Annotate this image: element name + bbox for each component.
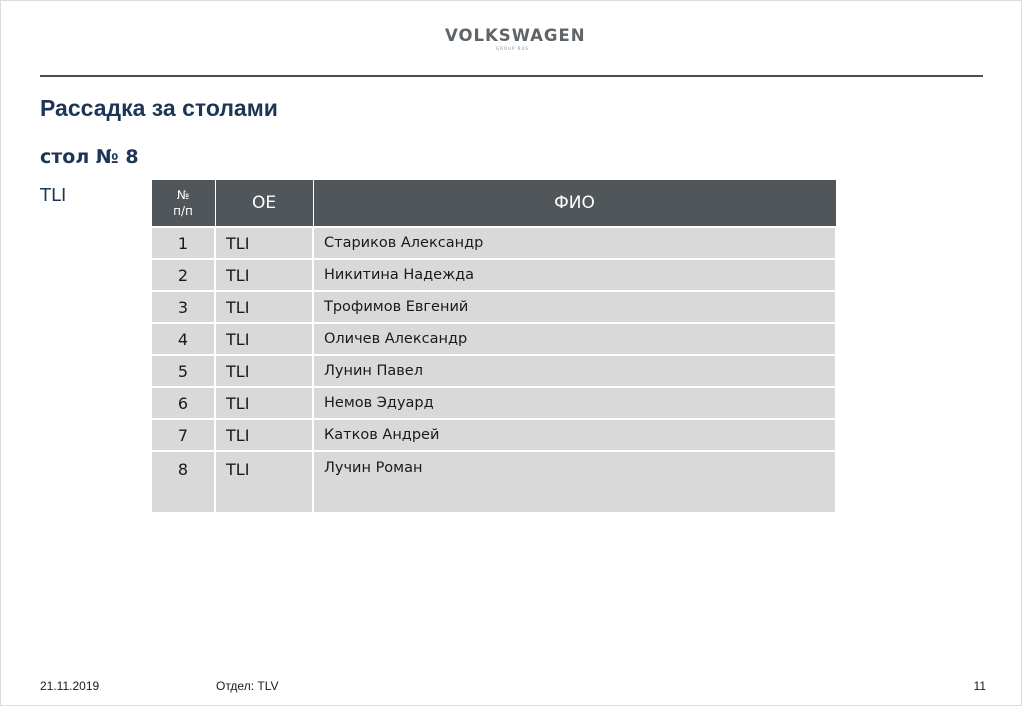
group-label: TLI [40,185,67,206]
row-name: Трофимов Евгений [313,291,836,323]
table-row [151,355,836,387]
row-number: 1 [151,227,215,259]
row-name: Лунин Павел [313,355,836,387]
row-number: 7 [151,419,215,451]
table-title: стол № 8 [40,146,139,168]
header-fio: ФИО [313,180,836,228]
row-oe: TLI [215,291,313,323]
row-number: 5 [151,355,215,387]
table-row [151,323,836,355]
table-row [151,419,836,451]
row-number: 4 [151,323,215,355]
header-number-abbr: п/п [173,204,193,218]
header-oe: OE [215,180,313,228]
row-oe: TLI [215,323,313,355]
page-title: Рассадка за столами [40,95,278,121]
row-oe: TLI [215,419,313,451]
volkswagen-logo [445,26,586,52]
row-number: 3 [151,291,215,323]
row-name: Никитина Надежда [313,259,836,291]
page-number: 11 [973,679,986,693]
row-number: 6 [151,387,215,419]
row-oe: TLI [215,387,313,419]
row-oe: TLI [215,227,313,259]
footer-department: Отдел: TLV [216,679,279,693]
table-row [151,291,836,323]
table-row [151,259,836,291]
row-name: Лучин Роман [313,451,836,513]
table-row [151,227,836,259]
logo-subtext: GROUP RUS [496,46,529,51]
row-name: Катков Андрей [313,419,836,451]
header-number-symbol: № [176,188,190,202]
row-number: 2 [151,259,215,291]
row-oe: TLI [215,355,313,387]
footer-date: 21.11.2019 [40,679,100,693]
table-header-row [151,180,836,228]
table-row [151,387,836,419]
row-name: Оличев Александр [313,323,836,355]
row-number: 8 [151,451,215,513]
logo-text: VOLKSWAGEN [445,26,586,45]
seating-table [150,179,837,514]
row-oe: TLI [215,451,313,513]
table-row [151,451,836,513]
header-number [151,180,215,228]
header-divider [40,75,983,77]
row-name: Стариков Александр [313,227,836,259]
row-name: Немов Эдуард [313,387,836,419]
row-oe: TLI [215,259,313,291]
